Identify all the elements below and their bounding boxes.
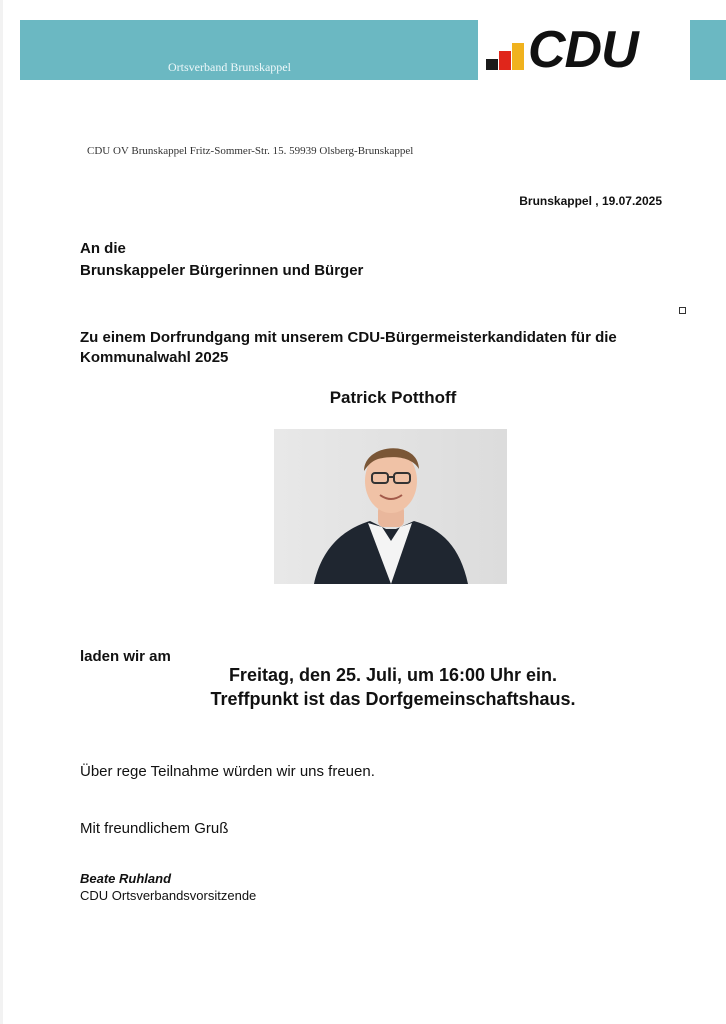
letter-date: Brunskappel , 19.07.2025 — [519, 194, 662, 208]
header-band-right — [690, 20, 726, 80]
header-band — [20, 20, 478, 80]
recipient-line-1: An die — [80, 240, 126, 257]
candidate-portrait-image — [274, 429, 507, 584]
small-square-marker — [679, 307, 686, 314]
event-meeting-point-line: Treffpunkt ist das Dorfgemeinschaftshaus. — [210, 689, 576, 709]
event-date-line: Freitag, den 25. Juli, um 16:00 Uhr ein. — [228, 665, 558, 685]
closing-line-1: Über rege Teilnahme würden wir uns freuen. — [80, 763, 375, 780]
candidate-photo — [274, 429, 507, 584]
recipient-block — [80, 238, 363, 282]
logo-bar-gold — [512, 43, 524, 70]
logo-bar-red — [499, 51, 511, 70]
logo-wordmark: CDU — [528, 21, 638, 79]
signature-role: CDU Ortsverbandsvorsitzende — [80, 888, 257, 903]
letter-subject: Zu einem Dorfrundgang mit unserem CDU-Bürgermeisterkandidaten für die Kommunalwahl 2025 — [80, 329, 617, 366]
page-edge — [0, 0, 3, 1024]
ortsverband-label: Ortsverband Brunskappel — [168, 60, 291, 74]
sender-address: CDU OV Brunskappel Fritz-Sommer-Str. 15. 59939 Olsberg-Brunskappel — [87, 145, 414, 157]
logo-bar-black — [486, 59, 498, 70]
signature-name: Beate Ruhland — [80, 871, 172, 886]
invite-intro: laden wir am — [80, 648, 171, 665]
candidate-name: Patrick Potthoff — [329, 388, 457, 407]
closing-greeting: Mit freundlichem Gruß — [80, 820, 229, 837]
recipient-line-2: Brunskappeler Bürgerinnen und Bürger — [80, 262, 364, 279]
cdu-logo — [484, 21, 686, 79]
